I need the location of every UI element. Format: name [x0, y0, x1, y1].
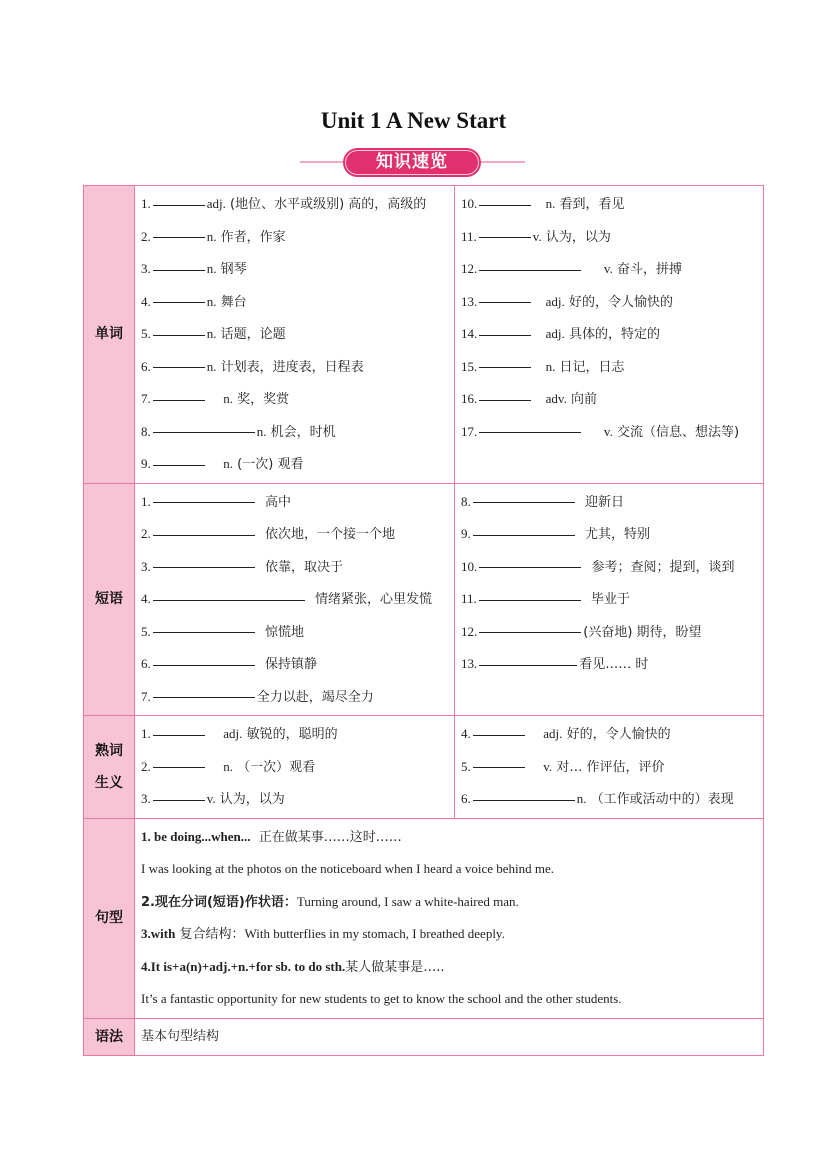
vocab-right-column: [455, 186, 764, 484]
phrase-item: 3. 依靠，取决于: [141, 558, 344, 575]
vocab-item: 4. n. 舞台: [141, 293, 247, 310]
vocab-item: 17. v. 交流（信息、想法等): [461, 423, 740, 440]
phrase-item: 1. 高中: [141, 493, 292, 510]
vocab-item: 10. n. 看到，看见: [461, 196, 625, 212]
vocab-item: 13. adj. 好的，令人愉快的: [461, 293, 673, 310]
sentences-label: 句型: [84, 818, 135, 1018]
phrase-item: 10. 参考；查阅；提到，谈到: [461, 558, 735, 575]
banner-line-right: [475, 161, 525, 163]
familiar-section: [84, 716, 764, 819]
phrase-item: 11. 毕业于: [461, 591, 631, 607]
phrases-left-column: [135, 483, 455, 716]
familiar-item: 2. n. （一次）观看: [141, 758, 316, 775]
sentences-section: [84, 818, 764, 1018]
vocab-item: 7. n. 奖，奖赏: [141, 391, 290, 407]
familiar-item: 3. v. 认为，以为: [141, 791, 285, 807]
vocab-item: 3. n. 钢琴: [141, 261, 247, 277]
familiar-item: 6. n. （工作或活动中的）表现: [461, 791, 734, 807]
familiar-item: 5. v. 对… 作评估，评价: [461, 758, 665, 775]
phrase-item: 6. 保持镇静: [141, 656, 318, 672]
vocab-item: 11. v. 认为，以为: [461, 228, 611, 245]
vocab-item: 9. n. (一次) 观看: [141, 456, 304, 472]
phrase-item: 8. 迎新日: [461, 493, 625, 510]
familiar-left-column: [135, 716, 455, 819]
pattern-3: 3.with 复合结构：With butterflies in my stomach, I breathed deeply.: [141, 926, 505, 942]
section-banner: 知识速览: [343, 148, 481, 177]
phrase-item: 9. 尤其，特别: [461, 526, 651, 542]
phrase-item: 5. 惊慌地: [141, 623, 305, 640]
vocab-item: 16. adv. 向前: [461, 391, 597, 407]
banner-border: [345, 150, 479, 175]
pattern-4: 4.It is+a(n)+adj.+n.+for sb. to do sth.某人做某事是…..: [141, 958, 445, 975]
grammar-section: [84, 1018, 764, 1056]
vocab-item: 8. n. 机会，时机: [141, 423, 336, 440]
vocab-left-column: [135, 186, 455, 484]
familiar-item: 1. adj. 敏锐的，聪明的: [141, 726, 338, 742]
familiar-label: 熟词 生义: [84, 716, 135, 819]
grammar-label: 语法: [84, 1018, 135, 1056]
vocab-item: 14. adj. 具体的，特定的: [461, 326, 660, 342]
pattern-1: 1. be doing...when... 正在做某事……这时……: [141, 828, 402, 845]
phrase-item: 7. 全力以赴，竭尽全力: [141, 688, 374, 705]
phrase-item: 2. 依次地，一个接一个地: [141, 526, 396, 542]
sentences-content: [135, 818, 764, 1018]
pattern-1-example: I was looking at the photos on the noticeboard when I heard a voice behind me.: [141, 861, 554, 876]
page-title: Unit 1 A New Start: [320, 108, 507, 133]
vocab-item: 1. adj. (地位、水平或级别) 高的，高级的: [141, 196, 427, 212]
phrase-item: 12. (兴奋地) 期待，盼望: [461, 623, 702, 640]
phrase-item: 4. 情绪紧张，心里发慌: [141, 591, 433, 607]
grammar-value: 基本句型结构: [141, 1028, 220, 1044]
familiar-right-column: [455, 716, 764, 819]
pattern-4-example: It’s a fantastic opportunity for new students to get to know the school and the other students.: [141, 991, 622, 1006]
phrases-right-column: [455, 483, 764, 716]
vocab-item: 15. n. 日记，日志: [461, 358, 625, 375]
phrases-section: [84, 483, 764, 716]
familiar-item: 4. adj. 好的，令人愉快的: [461, 726, 671, 742]
vocab-item: 12. v. 奋斗，拼搏: [461, 261, 682, 277]
vocab-label: 单词: [84, 186, 135, 484]
vocab-section: [84, 186, 764, 484]
grammar-content: [135, 1018, 764, 1056]
vocab-item: 5. n. 话题，论题: [141, 326, 286, 342]
vocab-item: 2. n. 作者，作家: [141, 228, 286, 245]
phrases-label: 短语: [84, 483, 135, 716]
knowledge-table: [83, 185, 764, 1056]
vocab-item: 6. n. 计划表，进度表，日程表: [141, 358, 364, 375]
pattern-2: 2.现在分词(短语)作状语：Turning around, I saw a white-haired man.: [141, 893, 519, 910]
phrase-item: 13. 看见…… 时: [461, 656, 649, 672]
